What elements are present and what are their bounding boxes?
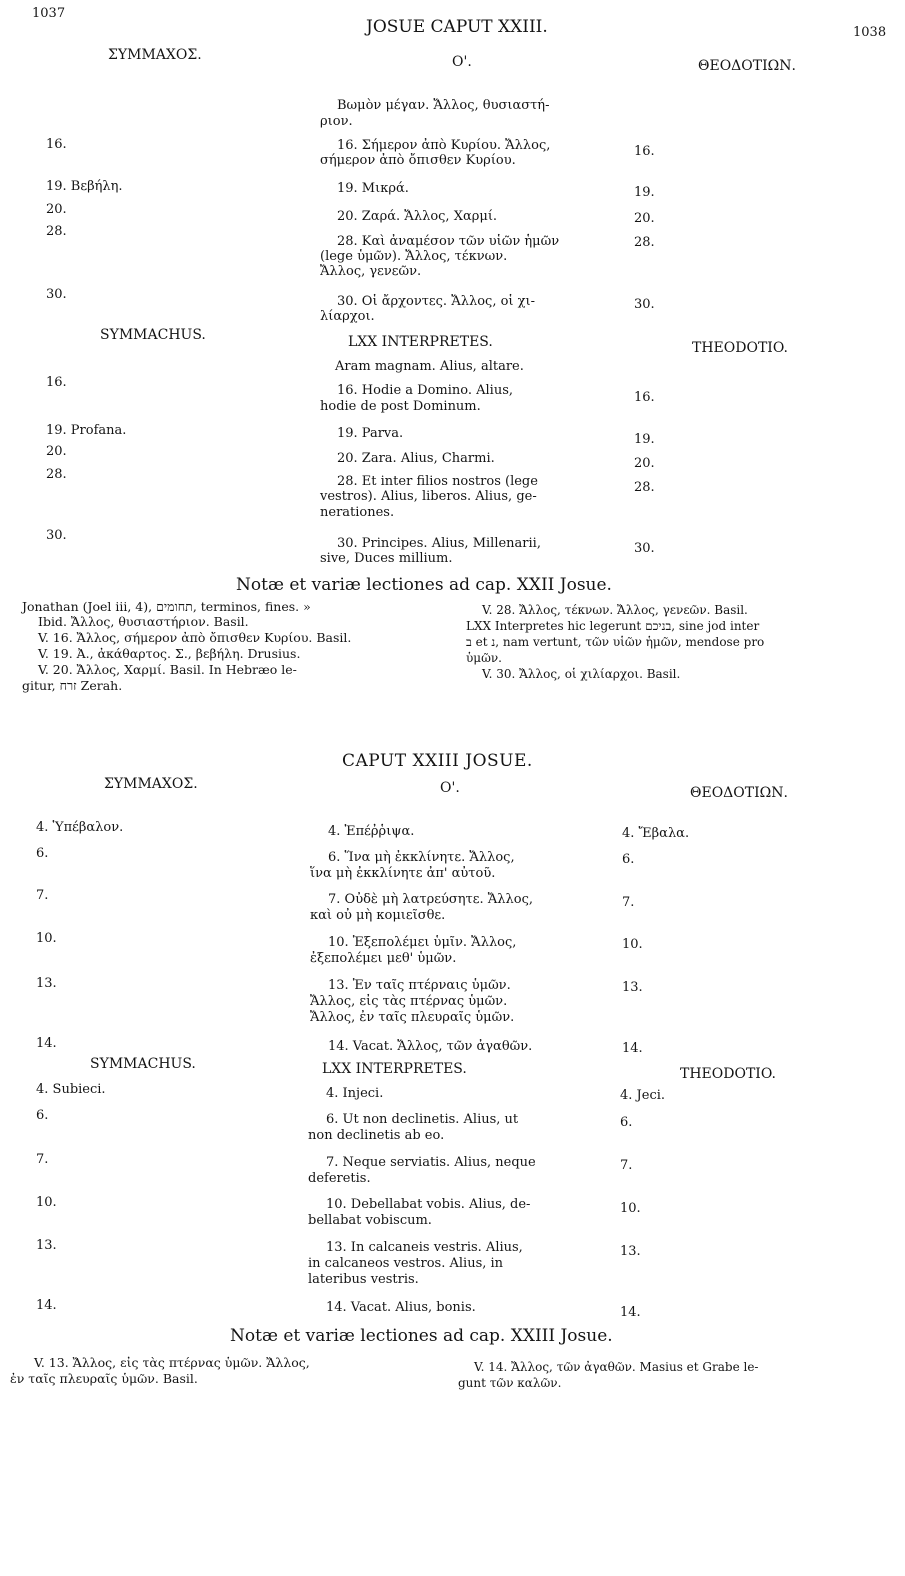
lxx-greek-line: 19. Μικρά. (337, 181, 409, 196)
lxx-latin-line: 20. Zara. Alius, Charmi. (337, 451, 495, 466)
lxx-latin-line: 13. In calcaneis vestris. Alius, (326, 1240, 523, 1255)
verse-number: 16. (634, 144, 655, 159)
verse-number: 6. (620, 1115, 633, 1130)
latin-lxx-heading: LXX INTERPRETES. (348, 334, 493, 350)
lxx-latin-line: 7. Neque serviatis. Alius, neque (326, 1155, 536, 1170)
verse-number: 28. (46, 467, 67, 482)
verse-number: 14. (622, 1041, 643, 1056)
latin-theodotion-heading: THEODOTIO. (692, 340, 788, 356)
verse-entry: 4. Ὑπέβαλον. (36, 820, 124, 835)
lxx-greek-line: Ἄλλος, ἐν ταῖς πλευραῖς ὑμῶν. (310, 1010, 515, 1025)
verse-number: 14. (36, 1036, 57, 1051)
lxx-latin-line: 10. Debellabat vobis. Alius, de- (326, 1197, 531, 1212)
verse-number: 30. (46, 287, 67, 302)
lxx-greek-line: ἐξεπολέμει μεθ' ὑμῶν. (310, 951, 457, 966)
verse-number: 6. (36, 1108, 49, 1123)
lxx-greek-line: Ἄλλος, εἰς τὰς πτέρνας ὑμῶν. (310, 994, 508, 1009)
lxx-latin-line: vestros). Alius, liberos. Alius, ge- (320, 489, 537, 504)
verse-number: 13. (622, 980, 643, 995)
verse-entry: 4. Jeci. (620, 1088, 666, 1103)
lxx-latin-line: 28. Et inter filios nostros (lege (337, 474, 538, 489)
verse-number: 7. (36, 1152, 49, 1167)
lxx-greek-line: ριον. (320, 114, 353, 129)
lxx-latin-line: non declinetis ab eo. (308, 1128, 445, 1143)
verse-number: 30. (46, 528, 67, 543)
lxx-latin-line: lateribus vestris. (308, 1272, 419, 1287)
note-line: V. 13. Ἄλλος, εἰς τὰς πτέρνας ὑμῶν. Ἄλλος, (34, 1355, 310, 1370)
greek-lxx-heading: Ο'. (440, 780, 460, 796)
note-line: Ibid. Ἄλλος, θυσιαστήριον. Basil. (38, 614, 249, 629)
note-line: gunt τῶν καλῶν. (458, 1376, 562, 1390)
note-line: ὑμῶν. (466, 651, 502, 665)
latin-symmachus-heading: SYMMACHUS. (100, 327, 206, 343)
notes-title: Notæ et variæ lectiones ad cap. XXIII Josue. (230, 1326, 613, 1346)
greek-theodotion-heading: ΘΕΟΔΟΤΙΩΝ. (690, 785, 788, 801)
lxx-latin-line: deferetis. (308, 1171, 371, 1186)
lxx-latin-line: 14. Vacat. Alius, bonis. (326, 1300, 476, 1315)
verse-number: 16. (46, 137, 67, 152)
lxx-greek-line: Βωμὸν μέγαν. Ἄλλος, θυσιαστή- (337, 98, 550, 113)
verse-number: 10. (620, 1201, 641, 1216)
verse-number: 6. (36, 846, 49, 861)
latin-symmachus-heading: SYMMACHUS. (90, 1056, 196, 1072)
lxx-latin-line: in calcaneos vestros. Alius, in (308, 1256, 504, 1271)
notes-title: Notæ et variæ lectiones ad cap. XXII Josue. (236, 575, 612, 595)
verse-number: 28. (46, 224, 67, 239)
verse-number: 20. (634, 456, 655, 471)
chapter-title: CAPUT XXIII JOSUE. (342, 751, 533, 771)
page-title: JOSUE CAPUT XXIII. (366, 17, 548, 37)
verse-number: 7. (620, 1158, 633, 1173)
note-line: V. 16. Ἄλλος, σήμερον ἀπὸ ὄπισθεν Κυρίου. Basil. (38, 630, 352, 645)
verse-number: 13. (620, 1244, 641, 1259)
lxx-latin-line: bellabat vobiscum. (308, 1213, 432, 1228)
verse-number: 28. (634, 235, 655, 250)
lxx-latin-line: 4. Injeci. (326, 1086, 384, 1101)
note-line: V. 14. Ἄλλος, τῶν ἀγαθῶν. Masius et Grabe le- (474, 1360, 759, 1374)
lxx-greek-line: 14. Vacat. Ἄλλος, τῶν ἀγαθῶν. (328, 1039, 533, 1054)
verse-entry: 19. Βεβήλη. (46, 179, 123, 194)
verse-number: 20. (46, 202, 67, 217)
note-line: Jonathan (Joel iii, 4), תחומים, terminos, fines. » (22, 599, 311, 614)
lxx-greek-line: 6. Ἵνα μὴ ἐκκλίνητε. Ἄλλος, (328, 850, 515, 865)
note-line: V. 19. Ἀ., ἀκάθαρτος. Σ., βεβήλη. Drusius. (38, 646, 301, 661)
lxx-greek-line: 7. Οὐδὲ μὴ λατρεύσητε. Ἄλλος, (328, 892, 534, 907)
lxx-latin-line: 19. Parva. (337, 426, 404, 441)
lxx-latin-line: nerationes. (320, 505, 395, 520)
lxx-greek-line: 4. Ἐπέῤῥιψα. (328, 824, 415, 839)
verse-number: 19. (634, 432, 655, 447)
page-number-right: 1038 (853, 25, 887, 40)
verse-number: 13. (36, 1238, 57, 1253)
greek-symmachus-heading: ΣΥΜΜΑΧΟΣ. (104, 776, 198, 792)
note-line: V. 28. Ἄλλος, τέκνων. Ἄλλος, γενεῶν. Basil. (482, 603, 748, 617)
lxx-greek-line: 20. Ζαρά. Ἄλλος, Χαρμί. (337, 209, 498, 224)
lxx-latin-line: 16. Hodie a Domino. Alius, (337, 383, 514, 398)
lxx-latin-line: hodie de post Dominum. (320, 399, 481, 414)
verse-entry: 19. Profana. (46, 423, 127, 438)
note-line: ἐν ταῖς πλευραῖς ὑμῶν. Basil. (10, 1371, 198, 1386)
verse-number: 7. (36, 888, 49, 903)
note-line: V. 20. Ἄλλος, Χαρμί. Basil. In Hebræo le- (38, 662, 297, 677)
verse-number: 30. (634, 541, 655, 556)
verse-entry: 4. Ἔβαλα. (622, 826, 690, 841)
lxx-greek-line: σήμερον ἀπὸ ὄπισθεν Κυρίου. (320, 153, 516, 168)
lxx-latin-line: 30. Principes. Alius, Millenarii, (337, 536, 541, 551)
lxx-greek-line: 28. Καὶ ἀναμέσον τῶν υἱῶν ἡμῶν (337, 234, 560, 249)
lxx-latin-line: Aram magnam. Alius, altare. (335, 359, 524, 374)
lxx-greek-line: (lege ὑμῶν). Ἄλλος, τέκνων. (320, 249, 508, 264)
verse-entry: 4. Subieci. (36, 1082, 106, 1097)
note-line: ב et נ, nam vertunt, τῶν υἱῶν ἡμῶν, mendose pro (466, 635, 765, 649)
note-line: gitur, זרח Zerah. (22, 678, 123, 693)
latin-lxx-heading: LXX INTERPRETES. (322, 1061, 467, 1077)
verse-number: 14. (620, 1305, 641, 1320)
verse-number: 16. (634, 390, 655, 405)
lxx-latin-line: 6. Ut non declinetis. Alius, ut (326, 1112, 519, 1127)
greek-theodotion-heading: ΘΕΟΔΟΤΙΩΝ. (698, 58, 796, 74)
latin-theodotion-heading: THEODOTIO. (680, 1066, 776, 1082)
verse-number: 20. (46, 444, 67, 459)
note-line: V. 30. Ἄλλος, οἱ χιλίαρχοι. Basil. (482, 667, 681, 681)
lxx-greek-line: Ἄλλος, γενεῶν. (320, 264, 422, 279)
lxx-greek-line: 13. Ἐν ταῖς πτέρναις ὑμῶν. (328, 978, 511, 993)
verse-number: 10. (622, 937, 643, 952)
greek-symmachus-heading: ΣΥΜΜΑΧΟΣ. (108, 47, 202, 63)
lxx-greek-line: καὶ οὐ μὴ κομιεῖσθε. (310, 908, 446, 923)
lxx-greek-line: 10. Ἐξεπολέμει ὑμῖν. Ἄλλος, (328, 935, 517, 950)
lxx-greek-line: 16. Σήμερον ἀπὸ Κυρίου. Ἄλλος, (337, 138, 551, 153)
verse-number: 6. (622, 852, 635, 867)
verse-number: 20. (634, 211, 655, 226)
verse-number: 10. (36, 1195, 57, 1210)
lxx-greek-line: λίαρχοι. (320, 309, 375, 324)
verse-number: 19. (634, 185, 655, 200)
verse-number: 13. (36, 976, 57, 991)
note-line: LXX Interpretes hic legerunt בניכם, sine jod inter (466, 619, 760, 633)
verse-number: 28. (634, 480, 655, 495)
verse-number: 30. (634, 297, 655, 312)
lxx-greek-line: ἵνα μὴ ἐκκλίνητε ἀπ' αὐτοῦ. (310, 866, 496, 881)
page-number-left: 1037 (32, 6, 66, 21)
greek-lxx-heading: Ο'. (452, 54, 472, 70)
verse-number: 10. (36, 931, 57, 946)
verse-number: 14. (36, 1298, 57, 1313)
lxx-greek-line: 30. Οἱ ἄρχοντες. Ἄλλος, οἱ χι- (337, 294, 536, 309)
lxx-latin-line: sive, Duces millium. (320, 551, 453, 566)
verse-number: 16. (46, 375, 67, 390)
verse-number: 7. (622, 895, 635, 910)
